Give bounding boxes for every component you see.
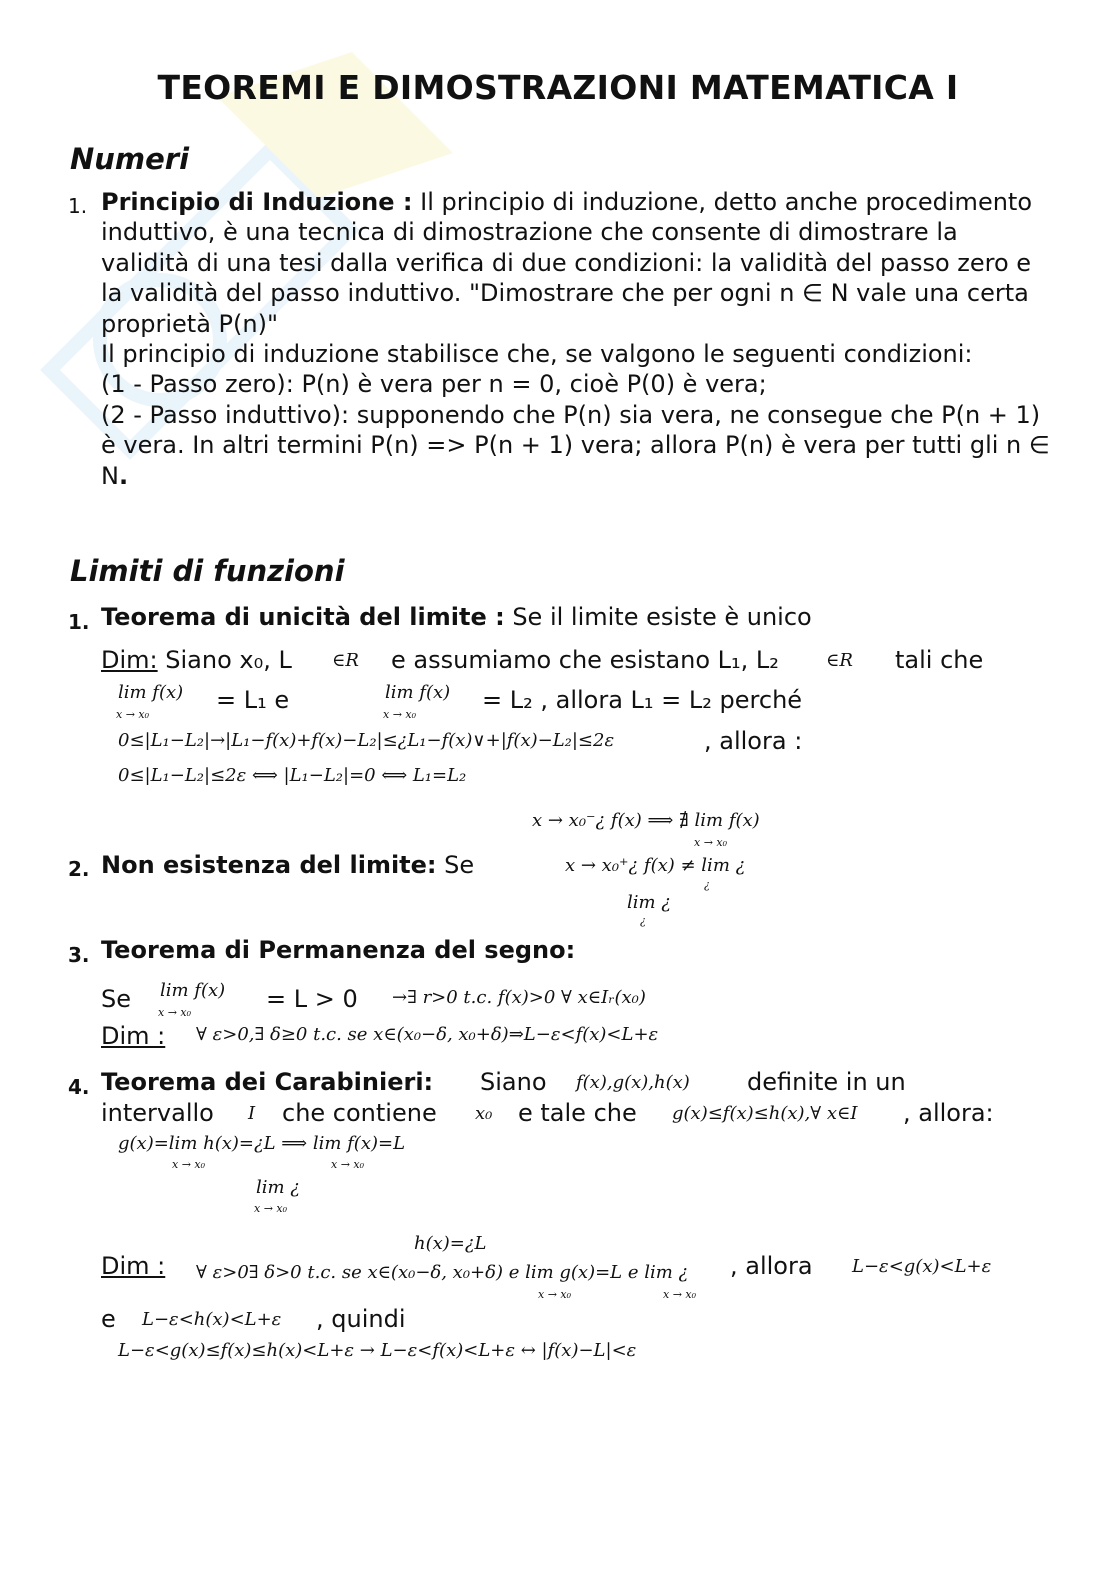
dim-text-2: e assumiamo che esistano L₁, L₂ — [391, 646, 779, 674]
list-number: 1. — [68, 194, 88, 218]
math-final-chain: L−ε<g(x)≤f(x)≤h(x)<L+ε → L−ε<f(x)<L+ε ↔ |f(x)−L|<ε — [118, 1340, 637, 1361]
induction-paragraph — [101, 187, 1051, 491]
math-squeeze: g(x)=lim h(x)=¿L ⟹ lim f(x)=L — [118, 1133, 406, 1154]
math-inequality: 0≤|L₁−L₂|→|L₁−f(x)+f(x)−L₂|≤¿L₁−f(x)∨+|f(x)−L₂|≤2ε — [118, 730, 615, 751]
math-limit-sub: x → x₀ — [663, 1288, 697, 1301]
uniqueness-label: Teorema di unicità del limite : — [101, 603, 505, 631]
carabinieri-label: Teorema dei Carabinieri: — [101, 1068, 434, 1096]
math-x0: x₀ — [475, 1103, 493, 1124]
text: che contiene — [282, 1099, 437, 1127]
in-R-symbol: ∈R — [826, 650, 853, 671]
math-inequality: L−ε<g(x)<L+ε — [852, 1256, 992, 1277]
dim-text-3: tali che — [895, 646, 984, 674]
math-proof: ∀ ε>0∃ δ>0 t.c. se x∈(x₀−δ, x₀+δ) e lim g(x)=L e lim ¿ — [196, 1262, 689, 1283]
page-title: TEOREMI E DIMOSTRAZIONI MATEMATICA I — [157, 68, 959, 107]
math-proof: ∀ ε>0,∃ δ≥0 t.c. se x∈(x₀−δ, x₀+δ)⇒L−ε<f(x)<L+ε — [196, 1024, 659, 1045]
allora-text: , allora : — [704, 727, 803, 755]
list-number: 4. — [68, 1075, 90, 1099]
list-number: 2. — [68, 857, 90, 881]
nonexistence-text: Se — [436, 851, 475, 879]
math-functions: f(x),g(x),h(x) — [576, 1072, 690, 1093]
math-limit: lim f(x) — [160, 980, 226, 1001]
uniqueness-statement — [101, 603, 812, 631]
math-limit: lim f(x) — [118, 682, 184, 703]
math-limit-sub: x → x₀ — [254, 1202, 288, 1215]
section-heading-limiti: Limiti di funzioni — [70, 554, 345, 588]
text: Siano — [480, 1068, 547, 1096]
dim-text: Siano x₀, L — [165, 646, 292, 674]
induction-label: Principio di Induzione : — [101, 188, 413, 216]
eq-text-2: = L₂ , allora L₁ = L₂ perché — [482, 686, 803, 714]
math-limit-sub: x → x₀ — [383, 708, 417, 721]
math-interval: I — [248, 1103, 256, 1124]
math-limit: lim ¿ — [256, 1177, 300, 1198]
math-condition: g(x)≤f(x)≤h(x),∀ x∈I — [672, 1103, 858, 1124]
eq-text: = L₁ e — [216, 686, 290, 714]
nonexistence-label: Non esistenza del limite: — [101, 851, 437, 879]
math-h-limit: h(x)=¿L — [414, 1233, 487, 1254]
math-condition: →∃ r>0 t.c. f(x)>0 ∀ x∈Iᵣ(x₀) — [392, 987, 646, 1008]
math-equivalence: 0≤|L₁−L₂|≤2ε ⟺ |L₁−L₂|=0 ⟺ L₁=L₂ — [118, 765, 467, 786]
math-limit: lim f(x) — [385, 682, 451, 703]
text: , allora: — [903, 1099, 994, 1127]
uniqueness-text: Se il limite esiste è unico — [504, 603, 812, 631]
eq-text: = L > 0 — [266, 985, 358, 1013]
math-inequality: L−ε<h(x)<L+ε — [142, 1309, 282, 1330]
list-number: 3. — [68, 943, 90, 967]
dim-line — [101, 646, 292, 674]
dim-label: Dim: — [101, 646, 158, 674]
math-right-limit: x → x₀⁺¿ f(x) ≠ lim ¿ — [565, 855, 746, 876]
math-limit-sub: x → x₀ — [694, 836, 728, 849]
period: . — [118, 461, 129, 490]
math-limit: lim ¿ — [627, 892, 671, 913]
permanence-label: Teorema di Permanenza del segno: — [101, 936, 576, 964]
nonexistence-statement — [101, 851, 474, 879]
section-heading-numeri: Numeri — [70, 142, 190, 176]
in-R-symbol: ∈R — [332, 650, 359, 671]
math-limit-sub: x → x₀ — [172, 1158, 206, 1171]
induction-text: Il principio di induzione, detto anche procedimento induttivo, è una tecnica di dimostrazione che consente di dimostrare la validità di una tesi dalla verifica di due condizioni: la validità del passo zero e la validità del passo induttivo. "Dimostrare che per ogni n ∈ N vale una certa proprietà P(n)" — [101, 188, 1033, 338]
math-limit-sub: x → x₀ — [538, 1288, 572, 1301]
e-text: e — [101, 1305, 116, 1333]
quindi-text: , quindi — [316, 1305, 406, 1333]
math-limit-sub: x → x₀ — [158, 1006, 192, 1019]
text: definite in un — [747, 1068, 906, 1096]
math-limit-sub: x → x₀ — [331, 1158, 365, 1171]
math-left-limit: x → x₀⁻¿ f(x) ⟹ ∄ lim f(x) — [532, 810, 760, 831]
text: intervallo — [101, 1099, 214, 1127]
list-number: 1. — [68, 610, 90, 634]
dim-label: Dim : — [101, 1252, 166, 1280]
math-limit-sub: x → x₀ — [116, 708, 150, 721]
math-limit-sub: ¿ — [704, 878, 710, 891]
allora-text: , allora — [730, 1252, 813, 1280]
text: e tale che — [518, 1099, 637, 1127]
math-limit-sub: ¿ — [640, 914, 646, 927]
induction-step-zero: (1 - Passo zero): P(n) è vera per n = 0, cioè P(0) è vera; — [101, 370, 767, 399]
dim-label: Dim : — [101, 1022, 166, 1050]
induction-text-2: Il principio di induzione stabilisce che, se valgono le seguenti condizioni: — [101, 340, 973, 369]
induction-step-inductive: (2 - Passo induttivo): supponendo che P(n) sia vera, ne consegue che P(n + 1) è vera. In altri termini P(n) => P(n + 1) vera; allora P(n) è vera per tutti gli n ∈ N — [101, 400, 1050, 490]
se-text: Se — [101, 985, 131, 1013]
